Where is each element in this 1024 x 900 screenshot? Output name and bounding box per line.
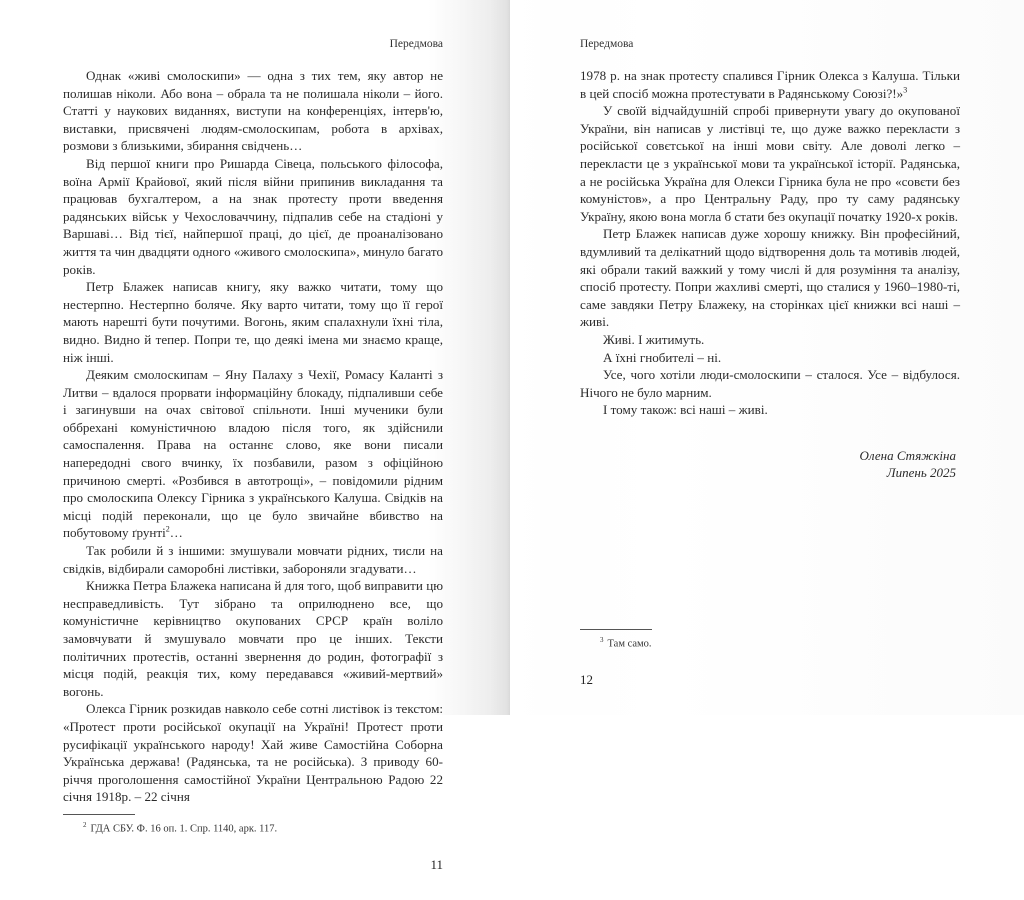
- footnote: [580, 634, 960, 651]
- ellipsis: …: [169, 525, 183, 541]
- right-column: [580, 67, 960, 715]
- page-number: 12: [580, 672, 593, 687]
- paragraph: Петр Блажек написав дуже хорошу книжку. Він професійний, вдумливий та делікатний щодо відтворення доль та мотивів людей, які обрали такий важкий у тому числі й для розуміння та аналізу, спосіб протесту. Попри жахливі смерті, що сталися у 1960–1980-ті, саме завдяки Петру Блажеку, на сторінках цієї книжки всі наші – живі.: [580, 226, 960, 330]
- footnote-reference[interactable]: 3: [903, 85, 908, 95]
- right-page: [510, 0, 1024, 715]
- paragraph: Усе, чого хотіли люди-смолоскипи – сталося. Усе – відбулося. Нічого не було марним.: [580, 367, 960, 400]
- paragraph: А їхні гнобителі – ні.: [603, 349, 722, 365]
- running-head: Передмова: [389, 38, 443, 50]
- footnote-number: 2: [83, 820, 87, 829]
- page-number: 11: [430, 857, 443, 873]
- paragraph-continuation: [580, 67, 960, 102]
- paragraph: Живі. І житимуть.: [603, 331, 705, 347]
- paragraph: Однак «живі смолоскипи» — одна з тих тем, яку автор не полишав ніколи. Або вона – обрала та не полишала ніколи – його. Статті у наукових виданнях, виступи на конференціях, інтерв'ю, виставки, присвячені людям-смолоскипам, робота в архівах, розмови з близькими, збирання свідчень…: [63, 68, 443, 154]
- footnote-text: ГДА СБУ. Ф. 16 оп. 1. Спр. 1140, арк. 117.: [90, 823, 278, 835]
- running-head: Передмова: [580, 38, 634, 50]
- paragraph: Олекса Гірник розкидав навколо себе сотні листівок із текстом: «Протест проти російської окупації на Україні! Протест проти русифікації українського народу! Хай живе Самостійна Соборна Українська держава! (Радянська, та не російська). З приводу 60-річчя проголошення самостійної України Центральною Радою 22 січня 1918р. – 22 січня: [63, 701, 443, 805]
- footnote-divider: [580, 629, 652, 630]
- footnote: [63, 819, 443, 836]
- signature-author: Олена Стяжкіна: [859, 447, 956, 463]
- paragraph: І тому також: всі наші – живі.: [603, 402, 768, 418]
- paragraph: У своїй відчайдушній спробі привернути увагу до окупованої України, він написав у листівці те, що дуже важко перекласти з російської совєтської на інші мови світу. Але доволі легко – перекласти це з української мови та української історії. Радянська, а не російська Україна для Олекси Гірника була не про «совєти без комуністов», а про Центральну Раду, про ту саму радянську Україну, якою вона могла б стати без окупації початку 1920-х років.: [580, 103, 960, 224]
- paragraph: [63, 366, 443, 542]
- paragraph-text: 1978 р. на знак протесту спалився Гірник Олекса з Калуша. Тільки в цей спосіб можна протестувати в Радянському Союзі?!»: [580, 68, 960, 101]
- footnote-text: Там само.: [607, 638, 652, 649]
- paragraph: Петр Блажек написав книгу, яку важко читати, тому що нестерпно. Нестерпно боляче. Яку варто читати, тому що її герої мають нарешті бути почутими. Вогонь, яким спалахнули їхні тіла, видно. Видно й тепер. Попри те, що деякі імена ми знаємо краще, ніж інші.: [63, 279, 443, 365]
- footnotes: [63, 814, 443, 900]
- left-page: [0, 0, 510, 873]
- spacer: [580, 481, 960, 629]
- footnote-reference[interactable]: 2: [165, 525, 170, 535]
- spacer: [63, 806, 443, 814]
- signature-date: Липень 2025: [886, 464, 956, 480]
- footnotes: [580, 629, 960, 716]
- paragraph-text: Деяким смолоскипам – Яну Палаху з Чехії, Ромасу Каланті з Литви – вдалося прорвати інформаційну блокаду, підпаливши себе і загинувши на очах світової спільноти. Інші мученики були оббрехані комуністичною владою після того, як здійснили самоспалення. Права на останнє слово, яке вони писали напередодні свого вчинку, їх позбавили, разом з офіційною причиною смерті. «Розбився в автотрощі», – повідомили рідним про смолоскипа Олексу Гірника з українського Калуша. Свідків на місці подій переконали, що це було звичайне вбивство на побутовому ґрунті: [63, 367, 443, 541]
- paragraph: Так робили й з іншими: змушували мовчати рідних, тисли на свідків, відбирали саморобні листівки, забороняли згадувати…: [63, 543, 443, 576]
- paragraph: Книжка Петра Блажека написана й для того, щоб виправити цю несправедливість. Тут зібрано та оприлюднено все, що комуністичне керівництво окупованих СРСР країн воліло замовчувати й змушувало мовчати про це інших. Тексти політичних протестів, останні звернення до родин, фотографії з місця подій, реакція тих, кому передавався «живий-мертвий» вогонь.: [63, 578, 443, 699]
- body-text: [63, 67, 443, 806]
- left-column: [63, 67, 444, 873]
- body-text: [580, 67, 960, 419]
- footnote-divider: [63, 814, 135, 815]
- signature: [580, 447, 960, 481]
- footnote-number: 3: [600, 635, 604, 644]
- paragraph: Від першої книги про Ришарда Сівеца, польського філософа, воїна Армії Крайової, який після війни припинив викладання та працював бухгалтером, а на знак протесту проти введення радянських військ у Чехословаччину, підпалив себе на стадіоні у Варшаві… Від тієї, найпершої праці, до цієї, де проаналізовано життя та чин двадцяти одного «живого смолоскипа», минуло багато років.: [63, 155, 444, 277]
